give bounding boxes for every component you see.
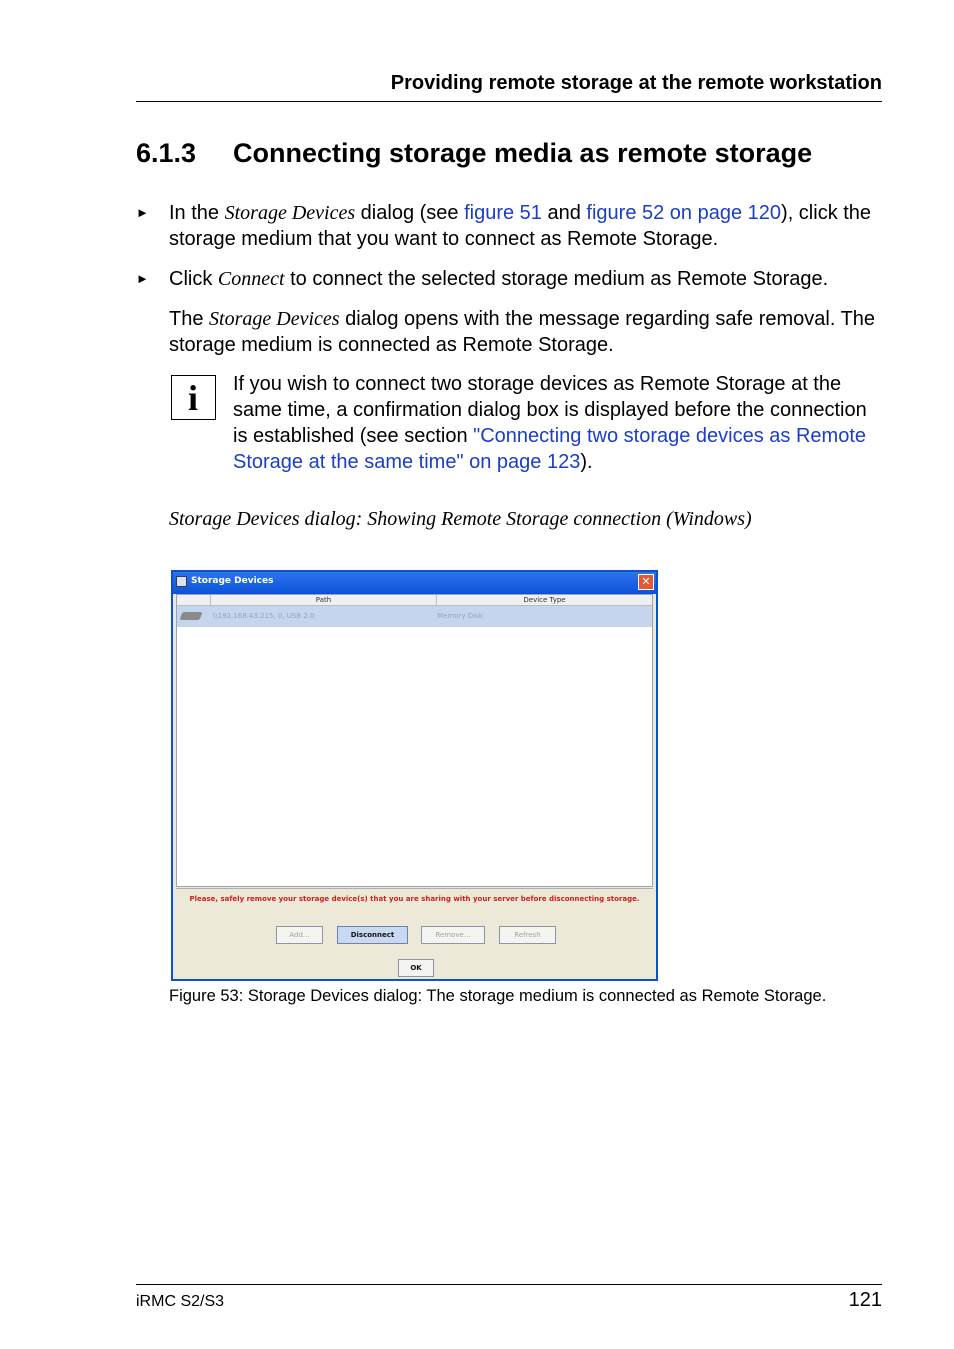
info-note bbox=[233, 371, 883, 475]
warning-message: Please, safely remove your storage device(s) that you are sharing with your server before disconnecting storage. bbox=[189, 895, 640, 903]
bullet-arrow-icon: ► bbox=[136, 271, 149, 286]
figure-52-link[interactable]: figure 52 on page 120 bbox=[586, 202, 782, 224]
column-header-path[interactable]: Path bbox=[315, 596, 332, 604]
section-title: Connecting storage media as remote storage bbox=[233, 138, 813, 168]
text: dialog opens with the message regarding safe removal. The storage medium is connected as Remote Storage. bbox=[169, 308, 876, 356]
info-letter: i bbox=[187, 378, 198, 418]
text: dialog (see bbox=[355, 202, 465, 224]
bullet-arrow-icon: ► bbox=[136, 205, 149, 220]
ui-term: Storage Devices bbox=[224, 202, 356, 224]
window-icon bbox=[176, 576, 187, 587]
header-rule bbox=[136, 101, 882, 102]
divider bbox=[176, 888, 653, 889]
page-number: 121 bbox=[848, 1289, 882, 1311]
text: and bbox=[541, 202, 587, 224]
remove-button[interactable]: Remove... bbox=[421, 926, 485, 944]
add-button[interactable]: Add... bbox=[276, 926, 323, 944]
ui-term: Connect bbox=[217, 268, 285, 290]
running-header: Providing remote storage at the remote workstation bbox=[390, 72, 882, 94]
text: ). bbox=[580, 451, 593, 473]
step-2 bbox=[169, 266, 884, 292]
text: In the bbox=[169, 202, 225, 224]
step-1 bbox=[169, 200, 884, 252]
close-icon[interactable]: ✕ bbox=[638, 574, 654, 590]
disconnect-button[interactable]: Disconnect bbox=[337, 926, 408, 944]
column-header-device-type[interactable]: Device Type bbox=[523, 596, 566, 604]
table-row[interactable] bbox=[177, 606, 652, 627]
refresh-button[interactable]: Refresh bbox=[499, 926, 556, 944]
info-icon bbox=[171, 375, 216, 420]
result-text bbox=[169, 306, 884, 358]
ok-button[interactable]: OK bbox=[398, 959, 434, 977]
storage-devices-dialog bbox=[171, 570, 658, 981]
table-header bbox=[177, 595, 652, 606]
column-divider bbox=[210, 595, 211, 605]
text: The bbox=[169, 308, 210, 330]
ui-term: Storage Devices bbox=[209, 308, 340, 330]
figure-caption: Figure 53: Storage Devices dialog: The storage medium is connected as Remote Storage. bbox=[169, 987, 827, 1005]
section-link[interactable]: "Connecting two storage devices as Remote Storage at the same time" on page 123 bbox=[233, 425, 867, 473]
footer-rule bbox=[136, 1284, 882, 1285]
dialog-titlebar[interactable] bbox=[173, 572, 656, 594]
text: to connect the selected storage medium as Remote Storage. bbox=[284, 268, 829, 290]
section-number: 6.1.3 bbox=[136, 138, 197, 168]
text: Click bbox=[169, 268, 218, 290]
figure-title: Storage Devices dialog: Showing Remote Storage connection (Windows) bbox=[169, 508, 752, 530]
section-heading bbox=[136, 138, 812, 169]
text: If you wish to connect two storage devices as Remote Storage at the same time, a confirmation dialog box is displayed before the connection is established (see section bbox=[233, 373, 867, 447]
cell-path: \\192.168.43.215, 0, USB 2.0 bbox=[213, 612, 315, 620]
cell-device-type: Memory Disk bbox=[437, 612, 483, 620]
figure-51-link[interactable]: figure 51 bbox=[464, 202, 542, 224]
drive-icon bbox=[180, 612, 203, 620]
dialog-title: Storage Devices bbox=[191, 576, 274, 586]
footer-product: iRMC S2/S3 bbox=[136, 1293, 225, 1310]
text: ), click the storage medium that you want to connect as Remote Storage. bbox=[169, 202, 872, 250]
devices-table[interactable] bbox=[176, 594, 653, 887]
